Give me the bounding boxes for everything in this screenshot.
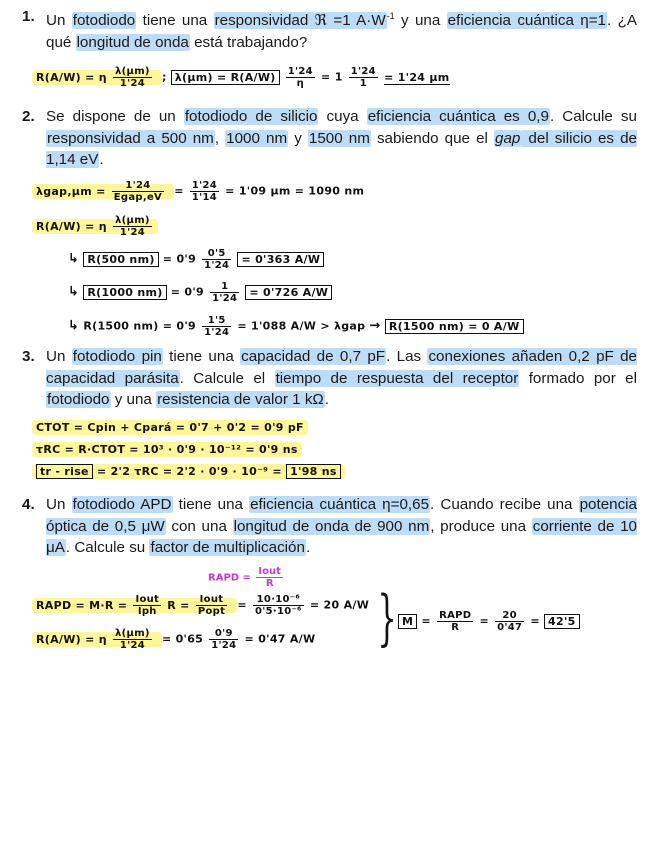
r1000-line [68,281,332,304]
numerator: 1'24 [350,66,376,77]
superscript: -1 [386,11,395,21]
problem-text [46,346,637,411]
problem-number: 4. [22,496,35,513]
text-run: y [288,129,308,147]
denominator: 1 [359,78,367,89]
formula-highlight [32,215,158,238]
highlighted-phrase: fotodiodo pin [72,348,162,365]
highlighted-phrase: eficiencia cuántica η=0,65 [250,496,430,513]
numerator: λ(μm) [115,66,150,77]
separator: ; [161,70,167,84]
formula-lhs: λgap,μm = [36,184,106,198]
numerator: 10·10⁻⁶ [253,594,304,606]
highlighted-phrase: fotodiodo de silicio [184,108,318,125]
highlighted-phrase: longitud de onda de 900 nm [233,517,430,535]
numerator: 0'9 [209,628,238,640]
denominator: 1'24 [212,293,238,304]
text-run: , [214,129,226,147]
formula-lhs: R(A/W) = η [36,219,107,233]
numerator: 1'24 [191,180,218,191]
text-run: sabiendo que el [370,129,494,147]
multiplier: = 0'65 [161,632,204,646]
handwritten-solution-1 [32,66,450,89]
gap-formula [32,180,174,203]
text-run: Un [46,496,72,513]
denominator: 0'47 [497,622,523,633]
result: = 1'09 μm = 1090 nm [225,184,365,198]
note-lhs: RAPD = [208,572,251,584]
rise-time-result: 1'98 ns [286,464,341,479]
apd-responsivity-line: RAPD = M·R = $\frac{\text{Iout}}{\text{Iph}}$ R = $\frac{\text{Iout}}{\text{Popt}}$ = $\frac{\text{10·10⁻⁶}}{\text{0'5·10⁻⁶}}$ = 20 A/W [32,594,369,617]
problem-2 [22,106,637,171]
lambda-lhs: λ(μm) = R(A/W) [171,70,280,85]
numerator: 20 [495,610,524,622]
problem-number: 2. [22,108,35,125]
rise-time-lhs: tr - rise [36,464,93,479]
formula-lhs: RAPD = M·R = [36,598,128,612]
rise-time-expression: = 2'2 τRC = 2'2 · 0'9 · 10⁻⁹ = [96,465,282,478]
highlighted-phrase: del silicio es de 1,14 eV [46,129,637,168]
fraction [196,594,227,617]
text-run: . Calcule su [65,539,150,556]
fraction [286,66,315,89]
problem-text [46,494,637,559]
rise-time-highlight [32,464,345,479]
numerator: λ(μm) [115,215,150,226]
highlighted-phrase: fotodiodo APD [72,496,172,513]
rise-time-line [32,465,345,478]
arrow-right-icon: → [369,318,381,334]
problem-1 [22,6,637,53]
capacitance-line [32,421,308,434]
lhs: R(1500 nm) = 0'9 [83,319,196,333]
denominator: 1'24 [204,260,230,271]
text-run: . ¿A qué [46,12,637,51]
pink-annotation [208,566,285,589]
formula-highlight [32,628,162,651]
right-brace: } [377,583,397,653]
highlighted-phrase: capacidad de 0,7 pF [241,348,386,365]
highlighted-phrase: fotodiodo [47,391,110,408]
numerator: 1'24 [287,66,313,77]
text-run: . Calcule su [549,108,637,125]
equals: = [421,614,431,628]
total-capacitance: CTOT = Cpin + Cpará = 0'7 + 0'2 = 0'9 pF [32,420,308,435]
numerator: Iout [135,594,160,605]
r-equals: R = [167,598,190,612]
highlighted-phrase: resistencia de valor 1 kΩ [157,391,324,408]
text-run: Un [46,12,72,30]
denominator: 1'24 [119,78,145,89]
highlighted-phrase: eficiencia cuántica η=1 [447,12,607,30]
numerator: 1'5 [202,315,231,327]
fraction [253,594,304,617]
r500-line [68,248,324,271]
highlighted-phrase: 1500 nm [308,129,370,147]
m-result: 42'5 [544,614,580,629]
fraction [210,281,239,304]
multiplier: = 0'9 [170,285,204,299]
text-run: . Calcule el [179,369,275,387]
r1500-line [68,315,524,338]
text-run: formado por el [519,369,637,387]
denominator: R [265,578,274,589]
fraction [349,66,378,89]
formula-lhs: R(A/W) = η [36,632,107,646]
fraction [495,610,524,633]
arrow-icon: ↳ [68,284,80,300]
numerator: Iout [196,594,227,606]
rc-constant-line [32,443,302,456]
problem-text [46,106,637,171]
fraction [112,180,164,203]
denominator: 1'24 [204,327,230,338]
responsivity-formula-2 [32,215,158,238]
equals-step: = 1 [321,70,343,84]
text-run: . Cuando recibe una [430,496,579,513]
highlighted-phrase: potencia óptica de 0,5 μW [46,496,637,535]
text-run: tiene una [136,12,214,30]
m-box: M [398,614,417,629]
numerator: Iout [258,566,281,577]
denominator: η [296,78,305,89]
result: = 0'47 A/W [244,632,316,646]
denominator: 1'24 [211,640,237,651]
text-run: . [305,539,311,556]
denominator: 1'14 [191,192,218,203]
highlighted-phrase: corriente de 10 μA [46,517,637,556]
denominator: R [451,622,460,633]
arrow-icon: ↳ [68,251,80,267]
lhs-box: R(500 nm) [83,252,158,267]
fraction [256,566,283,589]
numerator: λ(μm) [115,628,150,639]
numerator: RAPD [439,610,472,621]
multiplication-factor-line: M = $\frac{\text{RAPD}}{R}$ = $\frac{20}{0'47}$ = 42'5 [398,610,580,633]
denominator: 1'24 [119,227,145,238]
multiplier: = 0'9 [162,252,197,266]
text-run: Un [46,348,72,365]
fraction [209,628,238,651]
text-run: . [324,391,330,408]
text-run: Se dispone de un [46,108,184,125]
numerator: 0'5 [202,248,231,260]
denominator: 0'5·10⁻⁶ [254,606,302,617]
problem-number: 3. [22,348,35,365]
text-run: y una [394,12,447,30]
fraction [202,248,231,271]
responsivity-line-4 [32,628,315,651]
arrow-icon: ↳ [68,318,80,334]
formula-lhs: R(A/W) = η [36,70,107,84]
rc-constant: τRC = R·CTOT = 10³ · 0'9 · 10⁻¹² = 0'9 ns [32,442,302,457]
highlighted-phrase: tiempo de respuesta del receptor [275,369,519,387]
highlighted-phrase: fotodiodo [72,12,136,30]
fraction [202,315,231,338]
numerator: 1'24 [112,180,164,192]
fraction [437,610,473,633]
text-run: , produce una [430,517,532,535]
text-run: está trabajando? [189,33,308,51]
fraction [113,66,152,89]
highlighted-phrase: responsividad a 500 nm [47,129,214,147]
numerator: 1 [210,281,239,293]
result-box: R(1500 nm) = 0 A/W [385,319,524,334]
gap-wavelength-line: λgap,μm = $\frac{1'24}{\text{Egap,eV}}$ = $\frac{1'24}{1'14}$ = 1'09 μm = 1090 nm [32,180,364,203]
fraction [113,628,152,651]
result: = 20 A/W [309,598,370,612]
result-box: = 0'726 A/W [245,285,332,300]
denominator: 1'24 [119,640,145,651]
responsivity-formula [32,66,162,89]
text-run: . Las [386,348,428,365]
text-run: tiene una [172,496,250,513]
problem-number: 1. [22,8,35,25]
highlighted-phrase: gap [495,129,521,147]
highlighted-phrase: responsividad ℜ =1 A·W [214,12,386,30]
highlighted-phrase: eficiencia cuántica es 0,9 [367,108,549,125]
highlighted-phrase: factor de multiplicación [150,539,305,556]
text-run: tiene una [162,348,241,365]
denominator: Egap,eV [113,192,163,203]
result-box: = 0'363 A/W [237,252,324,267]
fraction [113,215,152,238]
comparison: = 1'088 A/W > λgap [237,319,366,333]
fraction [133,594,161,617]
highlighted-phrase: longitud de onda [76,33,189,51]
problem-4 [22,494,637,559]
highlighted-phrase: 1000 nm [226,129,288,147]
denominator: Popt [197,606,226,617]
result: = 1'24 μm [384,70,450,84]
text-run: . [99,151,104,168]
text-run: cuya [318,108,367,125]
problem-text [46,6,637,53]
fraction [190,180,219,203]
problem-3 [22,346,637,411]
highlighted-phrase: conexiones añaden 0,2 pF de capacidad parásita [46,348,638,387]
text-run: con una [165,517,233,535]
denominator: Iph [137,606,157,617]
text-run: y una [110,391,157,408]
lhs-box: R(1000 nm) [83,285,166,300]
